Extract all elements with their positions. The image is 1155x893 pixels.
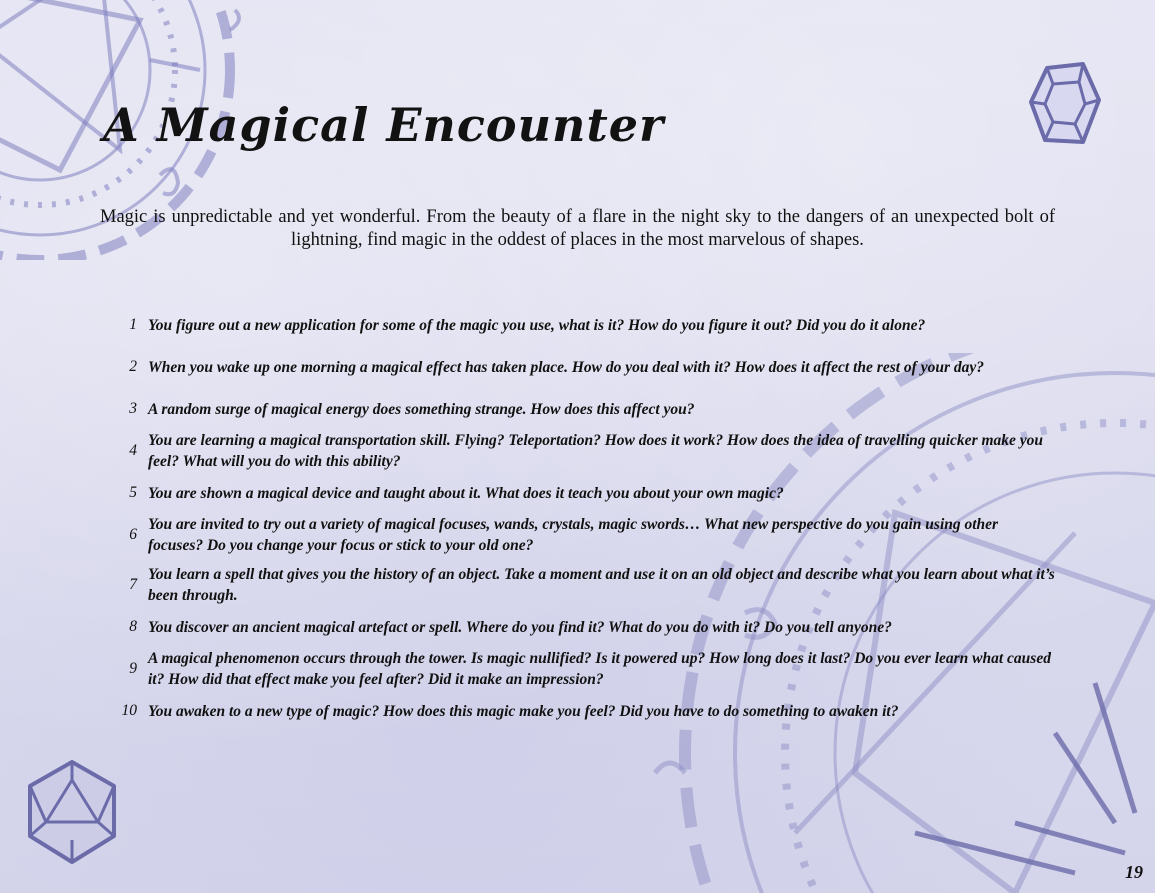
item-text: You are invited to try out a variety of magical focuses, wands, crystals, magic swords… What new perspective do you gain using other focuses? Do you change your focus or stick to your old one? [148, 516, 999, 554]
list-item [110, 698, 1055, 724]
list-item [110, 514, 1055, 556]
list-item [110, 346, 1055, 388]
page-title: A Magical Encounter [103, 98, 665, 152]
item-number: 4 [129, 442, 137, 459]
list-item [110, 480, 1055, 506]
list-item [110, 396, 1055, 422]
item-number: 5 [129, 484, 137, 501]
item-text: You figure out a new application for some of the magic you use, what is it? How do you figure it out? Did you do it alone? [148, 316, 926, 334]
item-number: 10 [121, 702, 137, 719]
item-text: You learn a spell that gives you the history of an object. Take a moment and use it on an old object and describe what you learn about what it’s been through. [148, 566, 1055, 604]
d20-die-icon [22, 758, 122, 868]
item-text: You awaken to a new type of magic? How does this magic make you feel? Did you have to do something to awaken it? [148, 702, 899, 720]
item-text: You discover an ancient magical artefact or spell. Where do you find it? What do you do with it? Do you tell anyone? [148, 618, 892, 636]
list-item [110, 564, 1055, 606]
item-number: 1 [129, 316, 137, 333]
item-text: A random surge of magical energy does something strange. How does this affect you? [148, 400, 695, 418]
item-text: A magical phenomenon occurs through the tower. Is magic nullified? Is it powered up? How long does it last? Do you ever learn what caused it? How did that effect make you feel after? Did it make an impression? [148, 650, 1051, 688]
item-number: 7 [129, 576, 137, 593]
list-item [110, 312, 1055, 338]
gem-icon [1025, 60, 1105, 150]
list-item [110, 430, 1055, 472]
item-number: 2 [129, 358, 137, 375]
list-item [110, 648, 1055, 690]
item-number: 9 [129, 660, 137, 677]
list-item [110, 614, 1055, 640]
question-list [110, 312, 1055, 732]
page-number: 19 [1125, 862, 1143, 882]
item-text: You are shown a magical device and taught about it. What does it teach you about your own magic? [148, 484, 784, 502]
intro-paragraph: Magic is unpredictable and yet wonderful. From the beauty of a flare in the night sky to the dangers of an unexpected bolt of lightning, find magic in the oddest of places in the most marvelous of shapes. [100, 207, 1055, 250]
item-text: You are learning a magical transportation skill. Flying? Teleportation? How does it work? How does the idea of travelling quicker make you feel? What will you do with this ability? [148, 432, 1044, 470]
item-number: 3 [129, 400, 137, 417]
item-number: 6 [129, 526, 137, 543]
item-text: When you wake up one morning a magical effect has taken place. How do you deal with it? How does it affect the rest of your day? [148, 358, 984, 376]
item-number: 8 [129, 618, 137, 635]
